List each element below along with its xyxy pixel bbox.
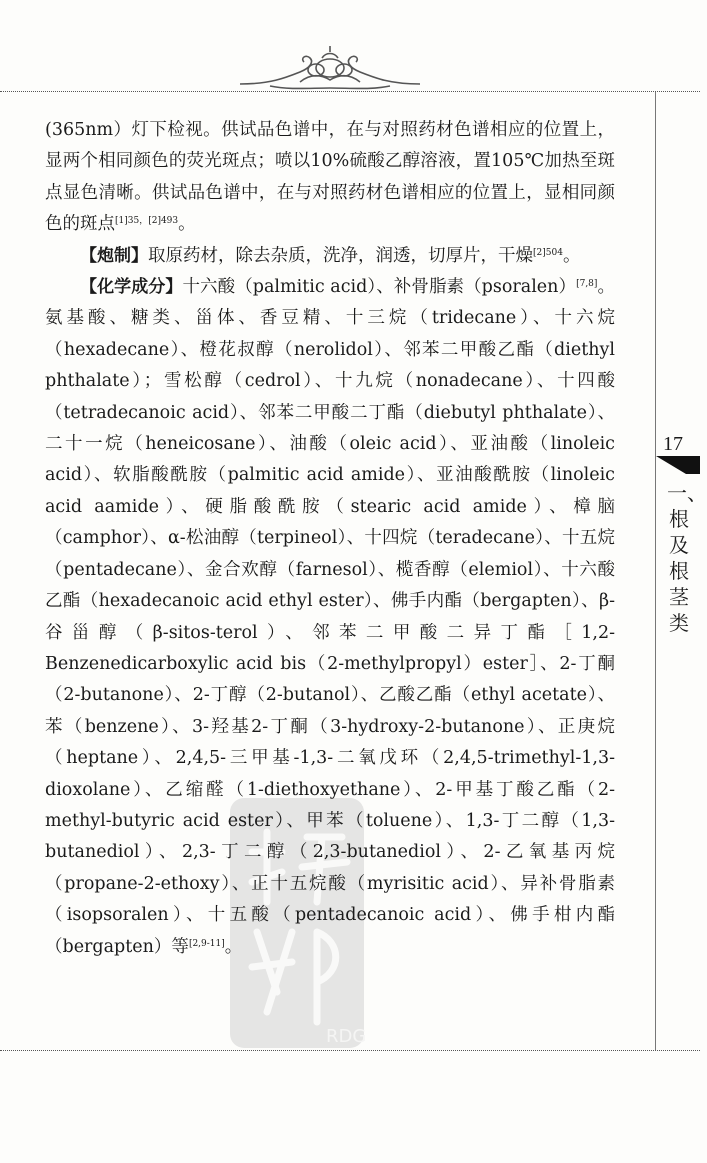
processing-text: 取原药材，除去杂质，洗净，润透，切厚片，干燥 [148, 245, 533, 266]
composition-paragraph: 【化学成分】十六酸（palmitic acid）、补骨脂素（psoralen）[7,8]。氨基酸、糖类、甾体、香豆精、十三烷（tridecane）、十六烷（hexadecane）、橙花叔醇（nerolidol）、邻苯二甲酸乙酯（diethyl phthalate）；雪松醇（cedrol）、十九烷（nonadecane）、十四酸（tetradecanoic acid）、邻苯二甲酸二丁酯（diebutyl phthalate）、二十一烷（heneicosane）、油酸（oleic acid）、亚油酸（linoleic acid）、软脂酸酰胺（palmitic acid amide）、亚油酸酰胺（linoleic acid aamide）、硬脂酸酰胺（stearic acid amide）、樟脑（camphor）、α-松油醇（terpineol）、十四烷（teradecane）、十五烷（pentadecane）、金合欢醇（farnesol）、榄香醇（elemiol）、十六酸乙酯（hexadecanoic acid ethyl ester）、佛手内酯（bergapten）、β-谷甾醇（β-sitos-terol）、邻苯二甲酸二异丁酯［1,2-Benzenedicarboxylic acid bis（2-methylpropyl）ester］、2-丁酮（2-butanone）、2-丁醇（2-butanol）、乙酸乙酯（ethyl acetate）、苯（benzene）、3-羟基2-丁酮（3-hydroxy-2-butanone）、正庚烷（heptane）、2,4,5-三甲基-1,3-二氧戊环（2,4,5-trimethyl-1,3-dioxolane）、乙缩醛（1-diethoxyethane）、2-甲基丁酸乙酯（2-methyl-butyric acid ester）、甲苯（toluene）、1,3-丁二醇（1,3-butanediol）、2,3-丁二醇（2,3-butanediol）、2-乙氧基丙烷（propane-2-ethoxy）、正十五烷酸（myrisitic acid）、异补骨脂素（isopsoralen）、十五酸（pentadecanoic acid）、佛手柑内酯（bergapten）等[2,9-11]。 [45, 277, 615, 957]
chapter-title: 一、根及根茎类 [667, 481, 707, 635]
header-ornament [230, 44, 430, 92]
citation: [2]504 [533, 247, 563, 258]
svg-text:RDG: RDG [326, 1026, 367, 1047]
composition-text: 。氨基酸、糖类、甾体、香豆精、十三烷（tridecane）、十六烷（hexadecane）、橙花叔醇（nerolidol）、邻苯二甲酸乙酯（diethyl phthalate）；雪松醇（cedrol）、十九烷（nonadecane）、十四酸（tetradecanoic acid）、邻苯二甲酸二丁酯（diebutyl phthalate）、二十一烷（heneicosane）、油酸（oleic acid）、亚油酸（linoleic acid）、软脂酸酰胺（palmitic acid amide）、亚油酸酰胺（linoleic acid aamide）、硬脂酸酰胺（stearic acid amide）、樟脑（camphor）、α-松油醇（terpineol）、十四烷（teradecane）、十五烷（pentadecane）、金合欢醇（farnesol）、榄香醇（elemiol）、十六酸乙酯（hexadecanoic acid ethyl ester）、佛手内酯（bergapten）、β-谷甾醇（β-sitos-terol）、邻苯二甲酸二异丁酯［1,2-Benzenedicarboxylic acid bis（2-methylpropyl）ester］、2-丁酮（2-butanone）、2-丁醇（2-butanol）、乙酸乙酯（ethyl acetate）、苯（benzene）、3-羟基2-丁酮（3-hydroxy-2-butanone）、正庚烷（heptane）、2,4,5-三甲基-1,3-二氧戊环（2,4,5-trimethyl-1,3-dioxolane）、乙缩醛（1-diethoxyethane）、2-甲基丁酸乙酯（2-methyl-butyric acid ester）、甲苯（toluene）、1,3-丁二醇（1,3-butanediol）、2,3-丁二醇（2,3-butanediol）、2-乙氧基丙烷（propane-2-ethoxy）、正十五烷酸（myrisitic acid）、异补骨脂素（isopsoralen）、十五酸（pentadecanoic acid）、佛手柑内酯（bergapten）等 [45, 277, 615, 957]
identification-paragraph: (365nm）灯下检视。供试品色谱中，在与对照药材色谱相应的位置上，显两个相同颜色的荧光斑点；喷以10%硫酸乙醇溶液，置105℃加热至斑点显色清晰。供试品色谱中，在与对照药材色谱相应的位置上，显相同颜色的斑点$^{[1]35,[2]493}$。 [45, 120, 615, 235]
citation: [2,9-11] [188, 938, 225, 949]
main-text [45, 115, 615, 963]
citation: [7,8] [576, 279, 598, 290]
page-number: 17 [663, 433, 683, 455]
composition-text: 十六酸（palmitic acid）、补骨脂素（psoralen） [182, 277, 577, 298]
identification-text: (365nm）灯下检视。供试品色谱中，在与对照药材色谱相应的位置上，显两个相同颜色的荧光斑点；喷以10%硫酸乙醇溶液，置105℃加热至斑点显色清晰。供试品色谱中，在与对照药材色谱相应的位置上，显相同颜色的斑点 [45, 120, 615, 235]
footer-divider [0, 1050, 700, 1051]
chapter-tab-marker [656, 456, 700, 474]
citation: [1]35，[2]493 [115, 216, 179, 227]
header-divider [0, 91, 700, 92]
sidebar-divider [655, 92, 656, 1050]
section-heading-composition: 【化学成分】 [80, 277, 183, 298]
processing-paragraph: 【炮制】取原药材，除去杂质，洗净，润透，切厚片，干燥$^{[2]504}$。 [80, 245, 581, 266]
section-heading-processing: 【炮制】 [80, 245, 148, 266]
